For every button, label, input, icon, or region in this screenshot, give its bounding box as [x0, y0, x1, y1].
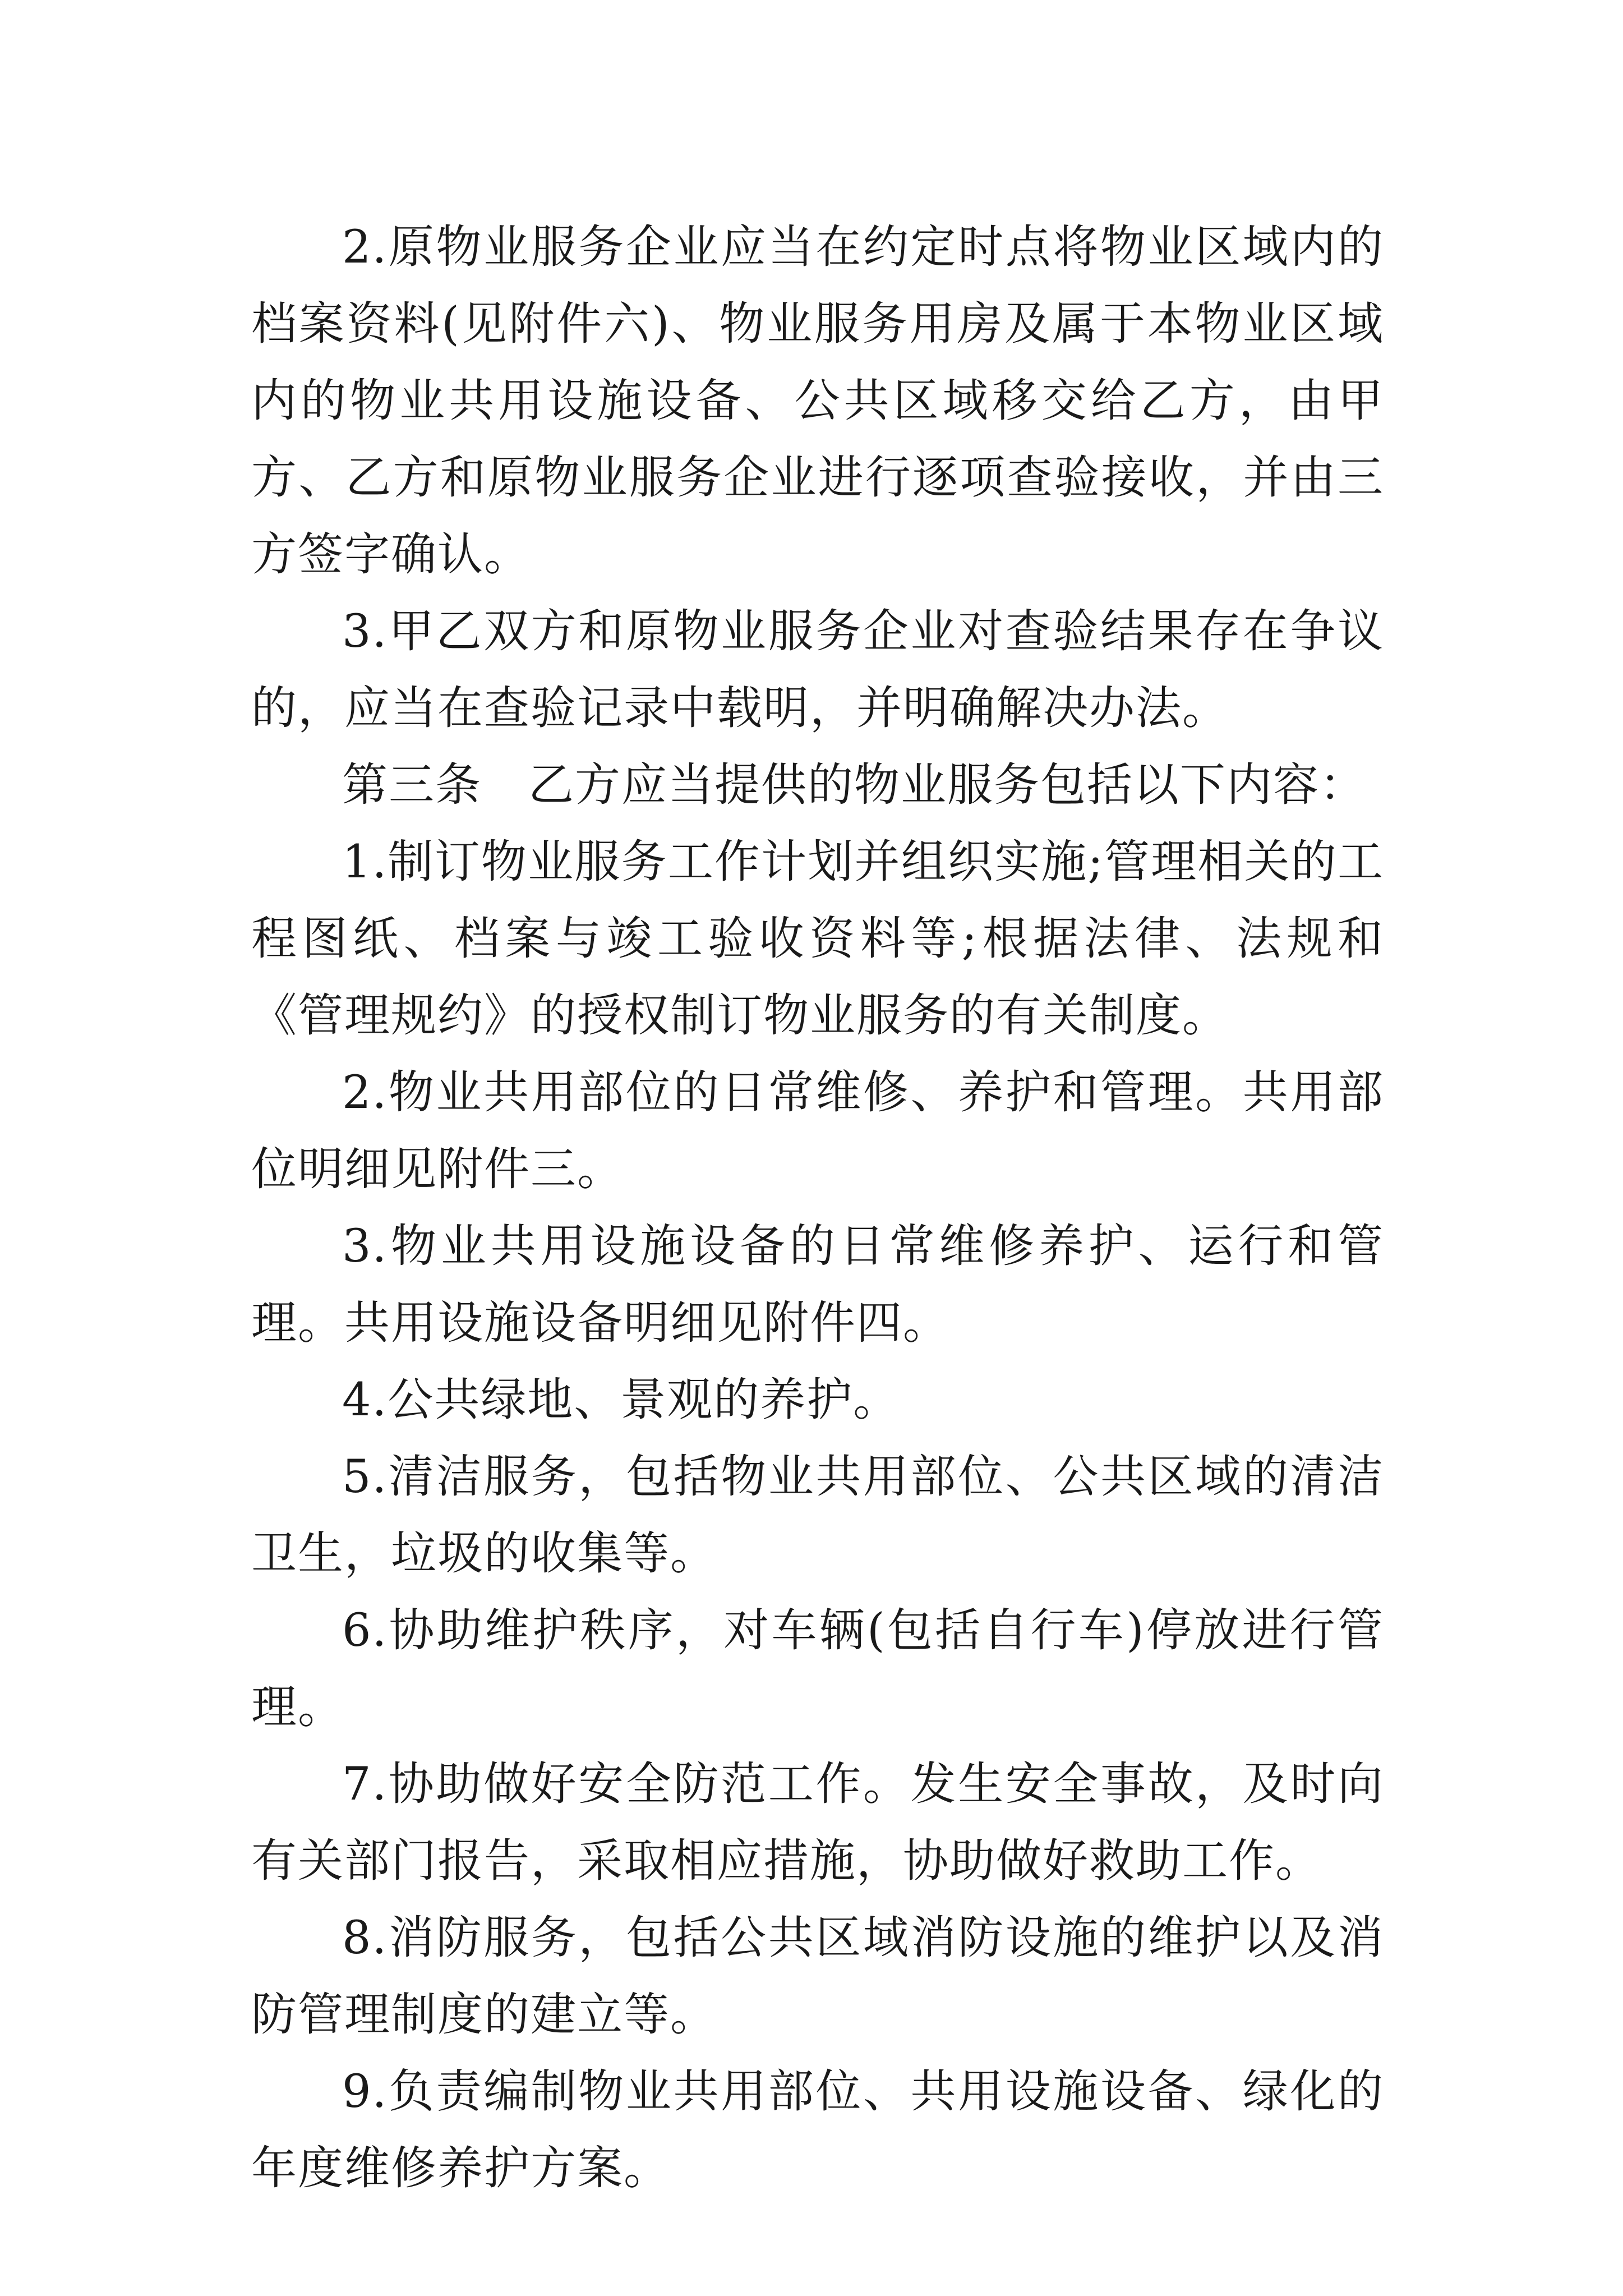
paragraph-service-item-6: 6.协助维护秩序，对车辆(包括自行车)停放进行管理。 — [251, 1604, 1384, 1734]
paragraph-service-item-2: 2.物业共用部位的日常维修、养护和管理。共用部位明细见附件三。 — [251, 1066, 1384, 1196]
paragraph-service-item-1: 1.制订物业服务工作计划并组织实施;管理相关的工程图纸、档案与竣工验收资料等;根据法律、法规和《管理规约》的授权制订物业服务的有关制度。 — [251, 836, 1384, 1042]
paragraph-service-item-4: 4.公共绿地、景观的养护。 — [342, 1374, 900, 1427]
paragraph-service-item-7: 7.协助做好安全防范工作。发生安全事故，及时向有关部门报告，采取相应措施，协助做好救助工作。 — [251, 1758, 1384, 1888]
paragraph-article-three-heading: 第三条 乙方应当提供的物业服务包括以下内容： — [342, 759, 1367, 812]
paragraph-service-item-8: 8.消防服务，包括公共区域消防设施的维护以及消防管理制度的建立等。 — [251, 1912, 1384, 2041]
paragraph-service-item-9: 9.负责编制物业共用部位、共用设施设备、绿化的年度维修养护方案。 — [251, 2065, 1384, 2195]
paragraph-service-item-3: 3.物业共用设施设备的日常维修养护、运行和管理。共用设施设备明细见附件四。 — [251, 1220, 1384, 1350]
paragraph-service-item-5: 5.清洁服务，包括物业共用部位、公共区域的清洁卫生，垃圾的收集等。 — [251, 1451, 1384, 1580]
document-body — [251, 209, 1384, 2207]
paragraph-inspection-dispute: 3.甲乙双方和原物业服务企业对查验结果存在争议的，应当在查验记录中载明，并明确解决办法。 — [251, 605, 1384, 735]
paragraph-handover-archives: 2.原物业服务企业应当在约定时点将物业区域内的档案资料(见附件六)、物业服务用房及属于本物业区域内的物业共用设施设备、公共区域移交给乙方，由甲方、乙方和原物业服务企业进行逐项查验接收，并由三方签字确认。 — [251, 221, 1384, 581]
